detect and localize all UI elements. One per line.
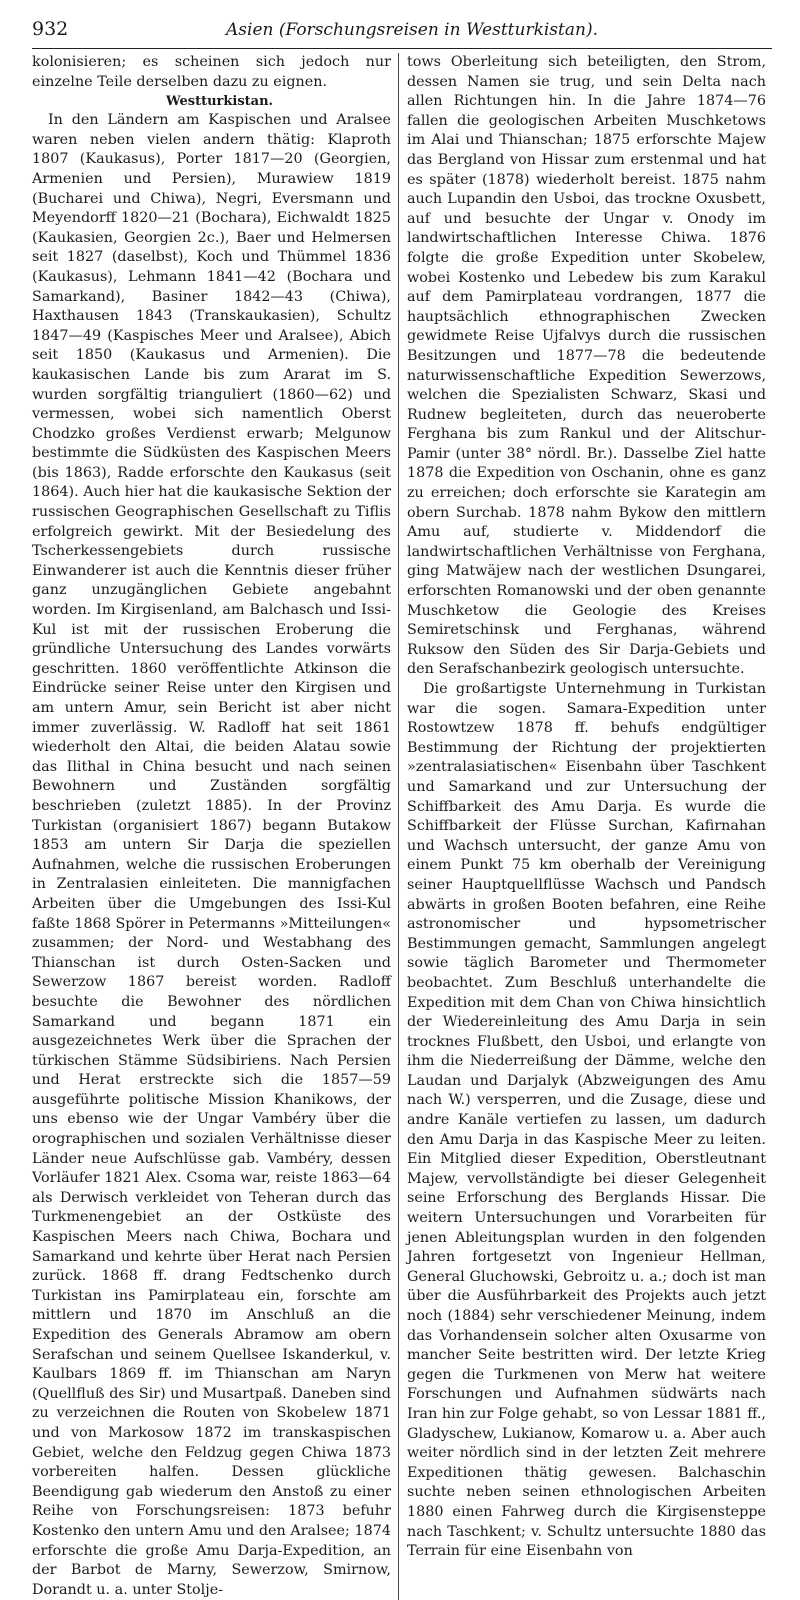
- carryover-paragraph: kolonisieren; es scheinen sich jedoch nur einzelne Teile derselben dazu zu eignen.: [32, 54, 391, 90]
- section-heading: Westturkistan.: [165, 94, 274, 110]
- running-head: Asien (Forschungsreisen in Westturkistan).: [226, 20, 598, 40]
- page-header: [32, 18, 772, 49]
- paragraph: Die großartigste Unternehmung in Turkistan war die sogen. Samara-Expedition unter Rostowtzew 1878 ff. behufs endgültiger Bestimmung der Richtung der projektierten »zentralasiatischen« Eisenbahn über Taschkent und Samarkand und zur Untersuchung der Schiffbarkeit des Amu Darja. Es wurde die Schiffbarkeit der Flüsse Surchan, Kafirnahan und Wachsch untersucht, der ganze Amu von einem Punkt 75 km oberhalb der Vereinigung seiner Hauptquellflüsse Wachsch und Pandsch abwärts in großen Booten befahren, eine Reihe astronomischer und hypsometrischer Bestimmungen gemacht, Sammlungen angelegt sowie täglich Barometer und Thermometer beobachtet. Zum Beschluß unterhandelte die Expedition mit dem Chan von Chiwa hinsichtlich der Wiedereinleitung des Amu Darja in sein trocknes Flußbett, den Usboi, und erlangte von ihm die Niederreißung der Dämme, welche den Laudan und Darjalyk (Abzweigungen des Amu nach W.) versperren, und die Zusage, diese und andre Kanäle vertiefen zu lassen, um dadurch den Amu Darja in das Kaspische Meer zu leiten. Ein Mitglied dieser Expedition, Oberstleutnant Majew, vervollständigte bei dieser Gelegenheit seine Erforschung des Berglands Hissar. Die weitern Untersuchungen und Vorarbeiten für jenen Ableitungsplan wurden in den folgenden Jahren fortgesetzt von Ingenieur Hellman, General Gluchowski, Gebroitz u. a.; doch ist man über die Ausführbarkeit des Projekts auch jetzt noch (1884) sehr verschiedener Meinung, indem das Vorhandensein solcher alten Oxusarme von mancher Seite bestritten wird. Der letzte Krieg gegen die Turkmenen von Merw hat weitere Forschungen und Aufnahmen südwärts nach Iran hin zur Folge gehabt, so von Lessar 1881 ff., Gladyschew, Lukianow, Komarow u. a. Aber auch weiter nördlich sind in der letzten Zeit mehrere Expeditionen thätig gewesen. Balchaschin suchte neben seinen ethnologischen Arbeiten 1880 einen Fahrweg durch die Kirgisensteppe nach Taschkent; v. Schultz untersuchte 1880 das Terrain für eine Eisenbahn von: [407, 681, 766, 1560]
- right-column: [399, 53, 766, 1600]
- text-columns: [32, 53, 772, 1600]
- left-column: [32, 53, 399, 1600]
- page-number: 932: [32, 18, 69, 40]
- paragraph: tows Oberleitung sich beteiligten, den Strom, dessen Namen sie trug, und sein Delta nach allen Richtungen hin. In die Jahre 1874—76 fallen die geologischen Arbeiten Muschketows im Alai und Thianschan; 1875 erforschte Majew das Bergland von Hissar zum erstenmal und hat es später (1878) wiederholt bereist. 1875 nahm auch Lupandin den Usboi, das trockne Oxusbett, auf und besuchte der Ungar v. Onody im landwirtschaftlichen Interesse Chiwa. 1876 folgte die große Expedition unter Skobelew, wobei Kostenko und Lebedew bis zum Karakul auf dem Pamirplateau vordrangen, 1877 die hauptsächlich ethnographischen Zwecken gewidmete Reise Ujfalvys durch die russischen Besitzungen und 1877—78 die bedeutende naturwissenschaftliche Expedition Sewerzows, welchen die Spezialisten Schwarz, Skasi und Rudnew begleiteten, durch das neueroberte Ferghana bis zum Rankul und der Alitschur-Pamir (unter 38° nördl. Br.). Dasselbe Ziel hatte 1878 die Expedition von Oschanin, ohne es ganz zu erreichen; doch erforschte sie Karategin am obern Surchab. 1878 nahm Bykow den mittlern Amu auf, studierte v. Middendorf die landwirtschaftlichen Verhältnisse von Ferghana, ging Matwäjew nach der westlichen Dsungarei, erforschten Romanowski und der oben genannte Muschketow die Geologie des Kreises Semiretschinsk und Ferghanas, während Ruksow den Süden des Sir Darja-Gebiets und den Serafschanbezirk geologisch untersuchte.: [407, 54, 766, 678]
- paragraph: In den Ländern am Kaspischen und Aralsee waren neben vielen andern thätig: Klaproth 1807 (Kaukasus), Porter 1817—20 (Georgien, Armenien und Persien), Murawiew 1819 (Bucharei und Chiwa), Negri, Eversmann und Meyendorff 1820—21 (Bochara), Eichwaldt 1825 (Kaukasien, Georgien 2c.), Baer und Helmersen seit 1827 (daselbst), Koch und Thümmel 1836 (Kaukasus), Lehmann 1841—42 (Bochara und Samarkand), Basiner 1842—43 (Chiwa), Haxthausen 1843 (Transkaukasien), Schultz 1847—49 (Kaspisches Meer und Aralsee), Abich seit 1850 (Kaukasus und Armenien). Die kaukasischen Lande bis zum Ararat im S. wurden sorgfältig trianguliert (1860—62) und vermessen, wobei sich namentlich Oberst Chodzko großes Verdienst erwarb; Melgunow bestimmte die Südküsten des Kaspischen Meers (bis 1863), Radde erforschte den Kaukasus (seit 1864). Auch hier hat die kaukasische Sektion der russischen Geographischen Gesellschaft zu Tiflis erfolgreich gewirkt. Mit der Besiedelung des Tscherkessengebiets durch russische Einwanderer ist auch die Kenntnis dieser früher ganz unzugänglichen Gebiete angebahnt worden. Im Kirgisenland, am Balchasch und Issi-Kul ist mit der russischen Eroberung die gründliche Untersuchung des Landes vorwärts geschritten. 1860 veröffentlichte Atkinson die Eindrücke seiner Reise unter den Kirgisen und am untern Amur, sein Bericht ist aber nicht immer zuverlässig. W. Radloff hat seit 1861 wiederholt den Altai, die beiden Alatau sowie das Ilithal in China besucht und nach seinen Bewohnern und Zuständen sorgfältig beschrieben (zuletzt 1885). In der Provinz Turkistan (organisiert 1867) begann Butakow 1853 am untern Sir Darja die speziellen Aufnahmen, welche die russischen Eroberungen in Zentralasien einleiteten. Die mannigfachen Arbeiten über die Umgebungen des Issi-Kul faßte 1868 Spörer in Petermanns »Mitteilungen« zusammen; der Nord- und Westabhang des Thianschan ist durch Osten-Sacken und Sewerzow 1867 bereist worden. Radloff besuchte die Bewohner des nördlichen Samarkand und begann 1871 ein ausgezeichnetes Werk über die Sprachen der türkischen Stämme Südsibiriens. Nach Persien und Herat erstreckte sich die 1857—59 ausgeführte politische Mission Khanikows, der uns ebenso wie der Ungar Vambéry über die orographischen und sozialen Verhältnisse dieser Länder neue Aufschlüsse gab. Vambéry, dessen Vorläufer 1821 Alex. Csoma war, reiste 1863—64 als Derwisch verkleidet von Teheran durch das Turkmenengebiet an der Ostküste des Kaspischen Meers nach Chiwa, Bochara und Samarkand und kehrte über Herat nach Persien zurück. 1868 ff. drang Fedtschenko durch Turkistan ins Pamirplateau ein, forschte am mittlern und 1870 im Anschluß an die Expedition des Generals Abramow am obern Serafschan und seinem Quellsee Iskanderkul, v. Kaulbars 1869 ff. im Thianschan am Naryn (Quellfluß des Sir) und Musartpaß. Daneben sind zu verzeichnen die Routen von Skobelew 1871 und von Markosow 1872 im transkaspischen Gebiet, welche den Feldzug gegen Chiwa 1873 vorbereiten halfen. Dessen glückliche Beendigung gab wiederum den Anstoß zu einer Reihe von Forschungsreisen: 1873 befuhr Kostenko den untern Amu und den Aralsee; 1874 erforschte die große Amu Darja-Expedition, an der Barbot de Marny, Sewerzow, Smirnow, Dorandt u. a. unter Stolje-: [32, 112, 391, 1598]
